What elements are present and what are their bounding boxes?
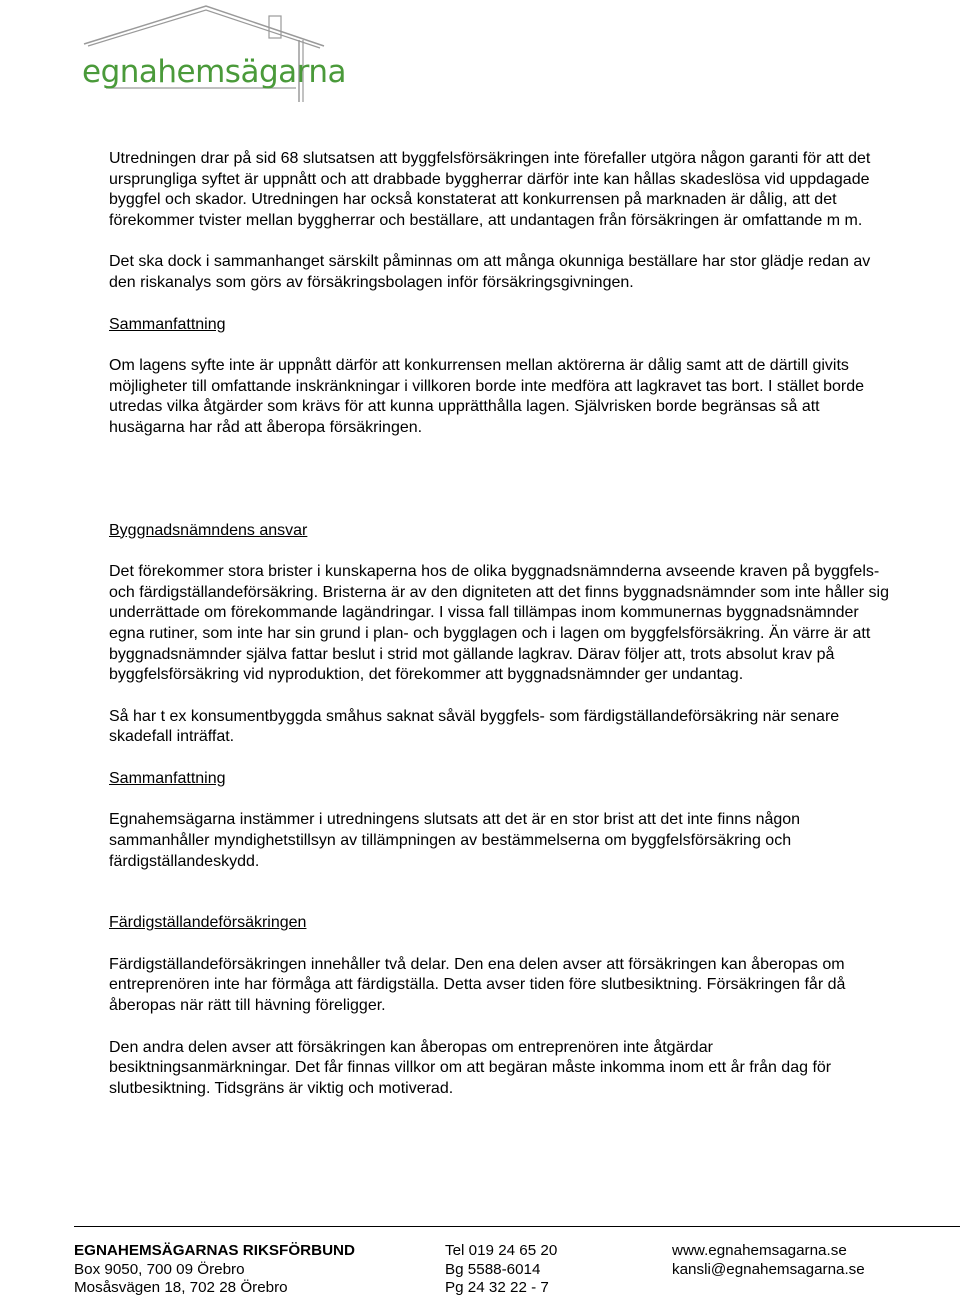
paragraph: Den andra delen avser att försäkringen kan åberopas om entreprenören inte åtgärdar besiktningsanmärkningar. Det får finnas villkor om att begäran måste inkomma inom ett år från dag för slutbesiktning. Tidsgräns är viktig och motiverad.	[109, 1038, 832, 1097]
website-link[interactable]: www.egnahemsagarna.se	[672, 1242, 847, 1259]
postal-address: Box 9050, 700 09 Örebro	[74, 1260, 245, 1278]
footer-numbers-block	[445, 1242, 557, 1298]
section-heading: Sammanfattning	[109, 769, 226, 787]
document-body	[109, 149, 889, 1099]
paragraph: Om lagens syfte inte är uppnått därför att konkurrensen mellan aktörerna är dålig samt att de därtill givits möjligheter till omfattande inskränkningar i villkoren borde inte medföra att lagkravet tas bort. I stället borde utredas vilka åtgärder som krävs för att kunna upprätthålla lagen. Självrisken borde begränsas så att husägarna har råd att åberopa försäkringen.	[109, 357, 865, 436]
paragraph: Det ska dock i sammanhanget särskilt påminnas om att många okunniga beställare har stor glädje redan av den riskanalys som görs av försäkringsbolagen inför försäkringsgivningen.	[109, 253, 871, 291]
paragraph: Det förekommer stora brister i kunskaperna hos de olika byggnadsnämnderna avseende kraven på byggfels- och färdigställandeförsäkring. Bristerna är av den digniteten att det finns byggnadsnämnder som inte håller sig underrättade om förekommande lagändringar. I vissa fall tillämpas inom kommunernas byggnadsnämnder egna rutiner, som inte har sin grund i plan- och bygglagen och i lagen om byggfelsförsäkring. Än värre är att byggnadsnämnder själva fattar beslut i strid mot gällande lagkrav. Därav följer att, trots absolut krav på byggfelsförsäkring vid nyproduktion, det förekommer att byggnadsnämnder ger undantag.	[109, 563, 890, 684]
organization-name: EGNAHEMSÄGARNAS RIKSFÖRBUND	[74, 1242, 355, 1259]
paragraph: Utredningen drar på sid 68 slutsatsen att byggfelsförsäkringen inte förefaller utgöra någon garanti för att det ursprungliga syftet är uppnått och att drabbade byggherrar därför inte kan hållas skadeslösa vid uppdagade byggfel och skador. Utredningen har också konstaterat att konkurrensen på marknaden är dålig, att det förekommer tvister mellan byggherrar och beställare, att undantagen från försäkringen är omfattande m m.	[109, 150, 871, 229]
footer-address-block	[74, 1242, 355, 1298]
telephone: Tel 019 24 65 20	[445, 1242, 558, 1259]
street-address: Mosåsvägen 18, 702 28 Örebro	[74, 1279, 288, 1297]
bankgiro: Bg 5588-6014	[445, 1260, 541, 1278]
section-heading: Byggnadsnämndens ansvar	[109, 521, 308, 539]
logo	[74, 2, 346, 106]
paragraph: Färdigställandeförsäkringen innehåller två delar. Den ena delen avser att försäkringen kan åberopas om entreprenören inte har förmåga att färdigställa. Detta avser tiden före slutbesiktning. Försäkringen får då åberopas när rätt till hävning föreligger.	[109, 955, 846, 1015]
logo-text: egnahemsägarna	[82, 54, 346, 90]
footer-contact-block	[672, 1242, 865, 1279]
email-link[interactable]: kansli@egnahemsagarna.se	[672, 1260, 865, 1278]
footer-divider	[74, 1226, 960, 1227]
paragraph: Så har t ex konsumentbyggda småhus saknat såväl byggfels- som färdigställandeförsäkring när senare skadefall inträffat.	[109, 707, 840, 746]
section-heading: Sammanfattning	[109, 315, 226, 333]
section-heading: Färdigställandeförsäkringen	[109, 914, 307, 932]
paragraph: Egnahemsägarna instämmer i utredningens slutsats att det är en stor brist att det inte finns någon sammanhåller myndighetstillsyn av tillämpningen av bestämmelserna om byggfelsförsäkring och färdigställandeskydd.	[109, 811, 801, 870]
plusgiro: Pg 24 32 22 - 7	[445, 1279, 549, 1297]
